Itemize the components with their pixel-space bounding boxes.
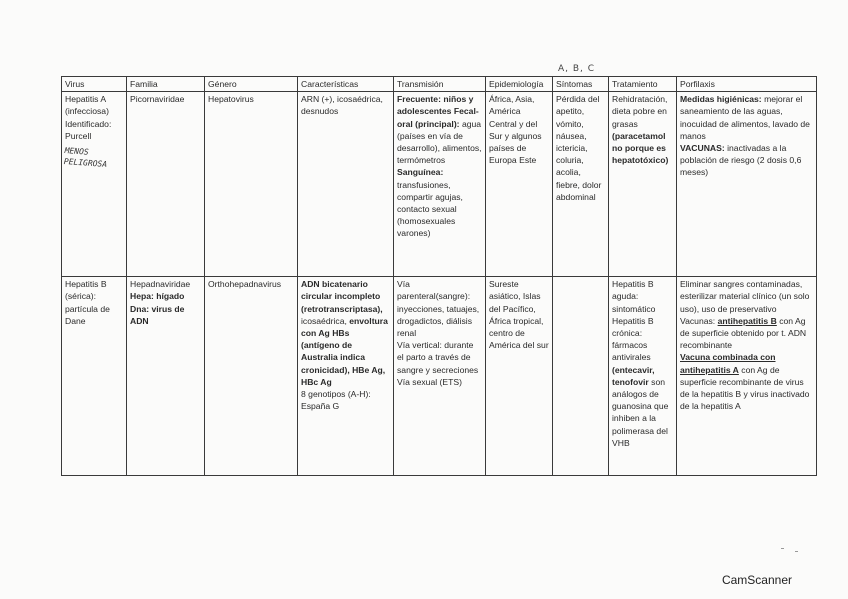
header-tratamiento: Tratamiento xyxy=(609,77,677,92)
cell-profilaxis: Eliminar sangres contaminadas, esterilizar material clínico (un solo uso), uso de preservativo Vacunas: antihepatitis B con Ag de superficie obtenido por t. ADN recombinante Vacuna combinada con antihepatitis A con Ag de superficie recombinante de virus de la hepatitis B y virus inactivado de la hepatitis A xyxy=(677,277,817,476)
cell-caracteristicas: ADN bicatenario circular incompleto (retrotranscriptasa), icosaédrica, envoltura con Ag HBs (antígeno de Australia indica cronicidad), HBe Ag, HBc Ag 8 genotipos (A-H): España G xyxy=(298,277,394,476)
table-row-hepatitis-b xyxy=(62,277,817,476)
cell-profilaxis: Medidas higiénicas: mejorar el saneamiento de las aguas, inocuidad de alimentos, lavado de manos VACUNAS: inactivadas a la población de riesgo (2 dosis 0,6 meses) xyxy=(677,92,817,277)
header-epidemiologia: Epidemiología xyxy=(486,77,553,92)
cell-epidemiologia: Sureste asiático, Islas del Pacífico, África tropical, centro de América del sur xyxy=(486,277,553,476)
header-row xyxy=(62,77,817,92)
cell-virus: Hepatitis B (sérica): partícula de Dane xyxy=(62,277,127,476)
cell-transmision: Vía parenteral(sangre): inyecciones, tatuajes, drogadictos, diálisis renal Vía vertical: durante el parto a través de sangre y secreciones Vía sexual (ETS) xyxy=(394,277,486,476)
cell-familia: Hepadnaviridae Hepa: hígado Dna: virus de ADN xyxy=(127,277,205,476)
cell-virus: Hepatitis A (infecciosa) Identificado: Purcell MENOS PELIGROSA xyxy=(62,92,127,277)
handwritten-annotation: A, B, C xyxy=(558,64,596,74)
cell-genero: Orthohepadnavirus xyxy=(205,277,298,476)
cell-epidemiologia: África, Asia, América Central y del Sur y algunos países de Europa Este xyxy=(486,92,553,277)
handwritten-note: MENOS PELIGROSA xyxy=(63,146,108,169)
header-transmision: Transmisión xyxy=(394,77,486,92)
cell-familia: Picornaviridae xyxy=(127,92,205,277)
header-profilaxis: Porfilaxis xyxy=(677,77,817,92)
header-genero: Género xyxy=(205,77,298,92)
header-virus: Virus xyxy=(62,77,127,92)
cell-caracteristicas: ARN (+), icosaédrica, desnudos xyxy=(298,92,394,277)
cell-tratamiento: Hepatitis B aguda: sintomático Hepatitis B crónica: fármacos antivirales (entecavir, tenofovir son análogos de guanosina que inhiben a la polimerasa del VHB xyxy=(609,277,677,476)
cell-sintomas: Pérdida del apetito, vómito, náusea, ictericia, coluria, acolia, fiebre, dolor abdominal xyxy=(553,92,609,277)
scan-speck xyxy=(795,551,798,552)
table-row-hepatitis-a xyxy=(62,92,817,277)
cell-genero: Hepatovirus xyxy=(205,92,298,277)
cell-sintomas xyxy=(553,277,609,476)
hepatitis-table xyxy=(61,76,817,476)
header-sintomas: Síntomas xyxy=(553,77,609,92)
header-caracteristicas: Características xyxy=(298,77,394,92)
cell-tratamiento: Rehidratación, dieta pobre en grasas (paracetamol no porque es hepatotóxico) xyxy=(609,92,677,277)
header-familia: Familia xyxy=(127,77,205,92)
scan-speck xyxy=(781,548,784,549)
camscanner-watermark: CamScanner xyxy=(721,573,792,587)
cell-transmision: Frecuente: niños y adolescentes Fecal-oral (principal): agua (países en vía de desarrollo), alimentos, termómetros Sanguínea: transfusiones, compartir agujas, contacto sexual (homosexuales varones) xyxy=(394,92,486,277)
